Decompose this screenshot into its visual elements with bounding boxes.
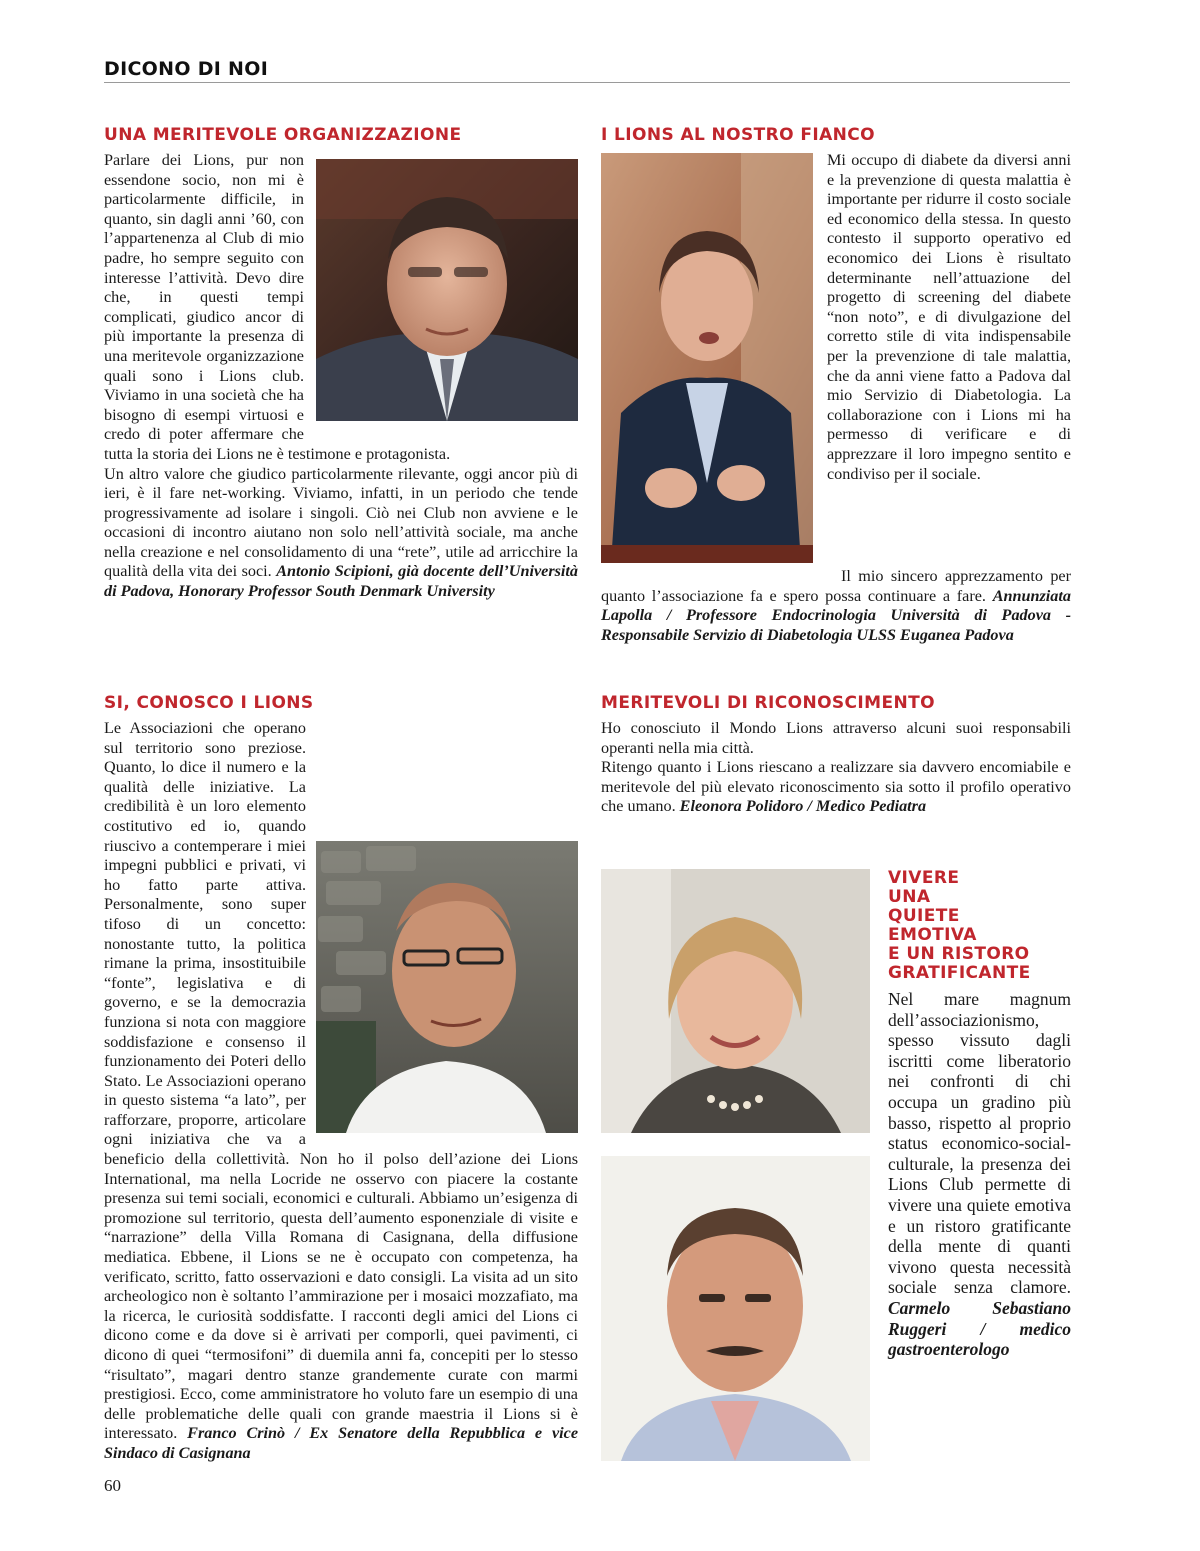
article-paragraph: Le Associazioni che operano sul territorio sono preziose. Quanto, lo dice il numero e la qualità delle iniziative. La credibilità è un loro elemento costitutivo ed io, quando riuscivo a contemperare i miei impegni pubblici e privati, vi ho fatto parte attiva. Personalmente, sono super tifoso di un concetto: nonostante tutto, la politica rimane la prima, insostituibile “fonte”, legislativa e di governo, e se la democrazia funziona si nota con maggiore soddisfazione e consenso il funzionamento dei Poteri dello Stato. Le Associazioni operano in questo sistema “a lato”, per rafforzare, proporre, articolare ogni iniziativa che va a beneficio della collettività. Non ho il polso dell’azione dei Lions International, ma nella Locride ne osservo con piacere la costante presenza sui temi sociali, economici e culturali. Abbiamo un’esigenza di promozione sul territorio, questa dell’aumento esponenziale di visite e “narrazione” della Villa Romana di Casignana, della diffusione mediatica. Ebbene, il Lions se ne è occupato con competenza, ha verificato, scritto, fatto osservazioni e dato consigli. La visita ad un sito archeologico non è soltanto l’ammirazione per i mosaici mozzafiato, ma la ricerca, le curiosità soddisfatte. I racconti degli amici del Lions ci dicono come e da dove si è arrivati per comporli, quei pavimenti, ci dicono di quei “termosifoni” di duemila anni fa, concepiti per lo stesso “risultato”, magari dentro stanze grandemente curate con marmi prestigiosi. Ecco, come amministratore ho voluto fare un esempio di una delle problematiche delle quali con grande maestria il Lions si è interessato. Franco Crinò / Ex Senatore della Repubblica e vice Sindaco di Casignana xyxy=(104,719,578,1462)
article-paragraph: Il mio sincero apprezzamento per quanto l’associazione fa e spero possa continuare a fare. Annunziata Lapolla / Professore Endocrinologia Università di Padova - Responsabile Servizio di Diabetologia ULSS Euganea Padova xyxy=(601,567,1071,644)
author-signature: Antonio Scipioni, già docente dell’Università di Padova, Honorary Professor South Denmark University xyxy=(104,562,579,601)
article-body xyxy=(104,719,578,1464)
author-signature: Eleonora Polidoro / Medico Pediatra xyxy=(679,797,927,816)
article-title: I LIONS AL NOSTRO FIANCO xyxy=(601,125,875,145)
article-title: VIVERE UNA QUIETE EMOTIVA E UN RISTORO GRATIFICANTE xyxy=(888,868,1031,983)
photo-annunziata-lapolla xyxy=(601,153,813,563)
photo-carmelo-ruggeri xyxy=(601,1156,870,1461)
article-body xyxy=(104,151,578,602)
article-body xyxy=(601,719,1071,817)
article-paragraph: Nel mare magnum dell’associazionismo, spesso vissuto dagli iscritti come liberatorio nei confronti di chi occupa un gradino più basso, rispetto al proprio status economico-social-culturale, la presenza dei Lions Club permette di vivere una quiete emotiva e un ristoro gratificante della mente di quanti vivono questa necessità sociale senza clamore. xyxy=(888,989,1071,1298)
article-quiete xyxy=(888,869,1071,1360)
photo-eleonora-polidoro xyxy=(601,869,870,1133)
article-paragraph: Ritengo quanto i Lions riescano a realizzare sia davvero encomiabile e meritevole del più elevato riconoscimento sia sotto il profilo operativo che umano. Eleonora Polidoro / Medico Pediatra xyxy=(601,758,1071,816)
author-signature: Annunziata Lapolla / Professore Endocrinologia Università di Padova - Responsabile Servizio di Diabetologia ULSS Euganea Padova xyxy=(601,586,1071,644)
article-paragraph: Ho conosciuto il Mondo Lions attraverso alcuni suoi responsabili operanti nella mia città. xyxy=(601,719,1071,757)
photo-franco-crino xyxy=(316,841,578,1133)
article-paragraph: Mi occupo di diabete da diversi anni e la prevenzione di questa malattia è importante per ridurre il costo sociale ed economico della stessa. In questo contesto il supporto operativo ed economico dei Lions è risultato determinante nell’attuazione del progetto di screening del diabete “non noto”, e di divulgazione del corretto stile di vita indispensabile per la prevenzione di tale malattia, che da anni viene fatto a Padova dal mio Servizio di Diabetologia. La collaborazione con i Lions mi ha permesso di verificare e di apprezzare il loro impegno sentito e condiviso per il sociale. xyxy=(827,151,1071,483)
article-title: SI, CONOSCO I LIONS xyxy=(104,693,314,713)
article-paragraph: Un altro valore che giudico particolarmente rilevante, oggi ancor più di ieri, è il fare net-working. Viviamo, infatti, in un periodo che tende progressivamente ad isolare i singoli. Ciò nei Club non avviene e le occasioni di incontro aiutano non solo nell’attività sociale, ma anche nella creazione e nel consolidamento di una “rete”, utile ad arricchire la qualità della vita dei soci. Antonio Scipioni, già docente dell’Università di Padova, Honorary Professor South Denmark University xyxy=(104,464,579,601)
article-conosco xyxy=(104,693,578,1464)
article-fianco xyxy=(601,125,1071,645)
article-riconoscimento xyxy=(601,693,1071,817)
author-signature: Carmelo Sebastiano Ruggeri / medico gastroenterologo xyxy=(888,1297,1071,1360)
article-meritevole xyxy=(104,125,578,602)
page-number: 60 xyxy=(104,1476,121,1495)
photo-antonio-scipioni xyxy=(316,159,578,421)
header-divider xyxy=(104,82,1070,83)
article-body xyxy=(601,151,1071,645)
section-label: DICONO DI NOI xyxy=(104,58,269,80)
article-title: MERITEVOLI DI RICONOSCIMENTO xyxy=(601,693,935,713)
article-body xyxy=(888,989,1071,1360)
author-signature: Franco Crinò / Ex Senatore della Repubblica e vice Sindaco di Casignana xyxy=(104,1424,578,1462)
article-paragraph: Parlare dei Lions, pur non essendone socio, non mi è particolarmente difficile, in quanto, sin dagli anni ’60, con l’appartenenza al Club di mio padre, ho sempre seguito con interesse l’attività. Devo dire che, in questi tempi complicati, giudico ancor di più importante la presenza di una meritevole organizzazione quali sono i Lions club. Viviamo in una società che ha bisogno di esempi virtuosi e credo di poter affermare che tutta la storia dei Lions ne è testimone e protagonista. xyxy=(104,151,451,463)
article-title: UNA MERITEVOLE ORGANIZZAZIONE xyxy=(104,125,462,145)
